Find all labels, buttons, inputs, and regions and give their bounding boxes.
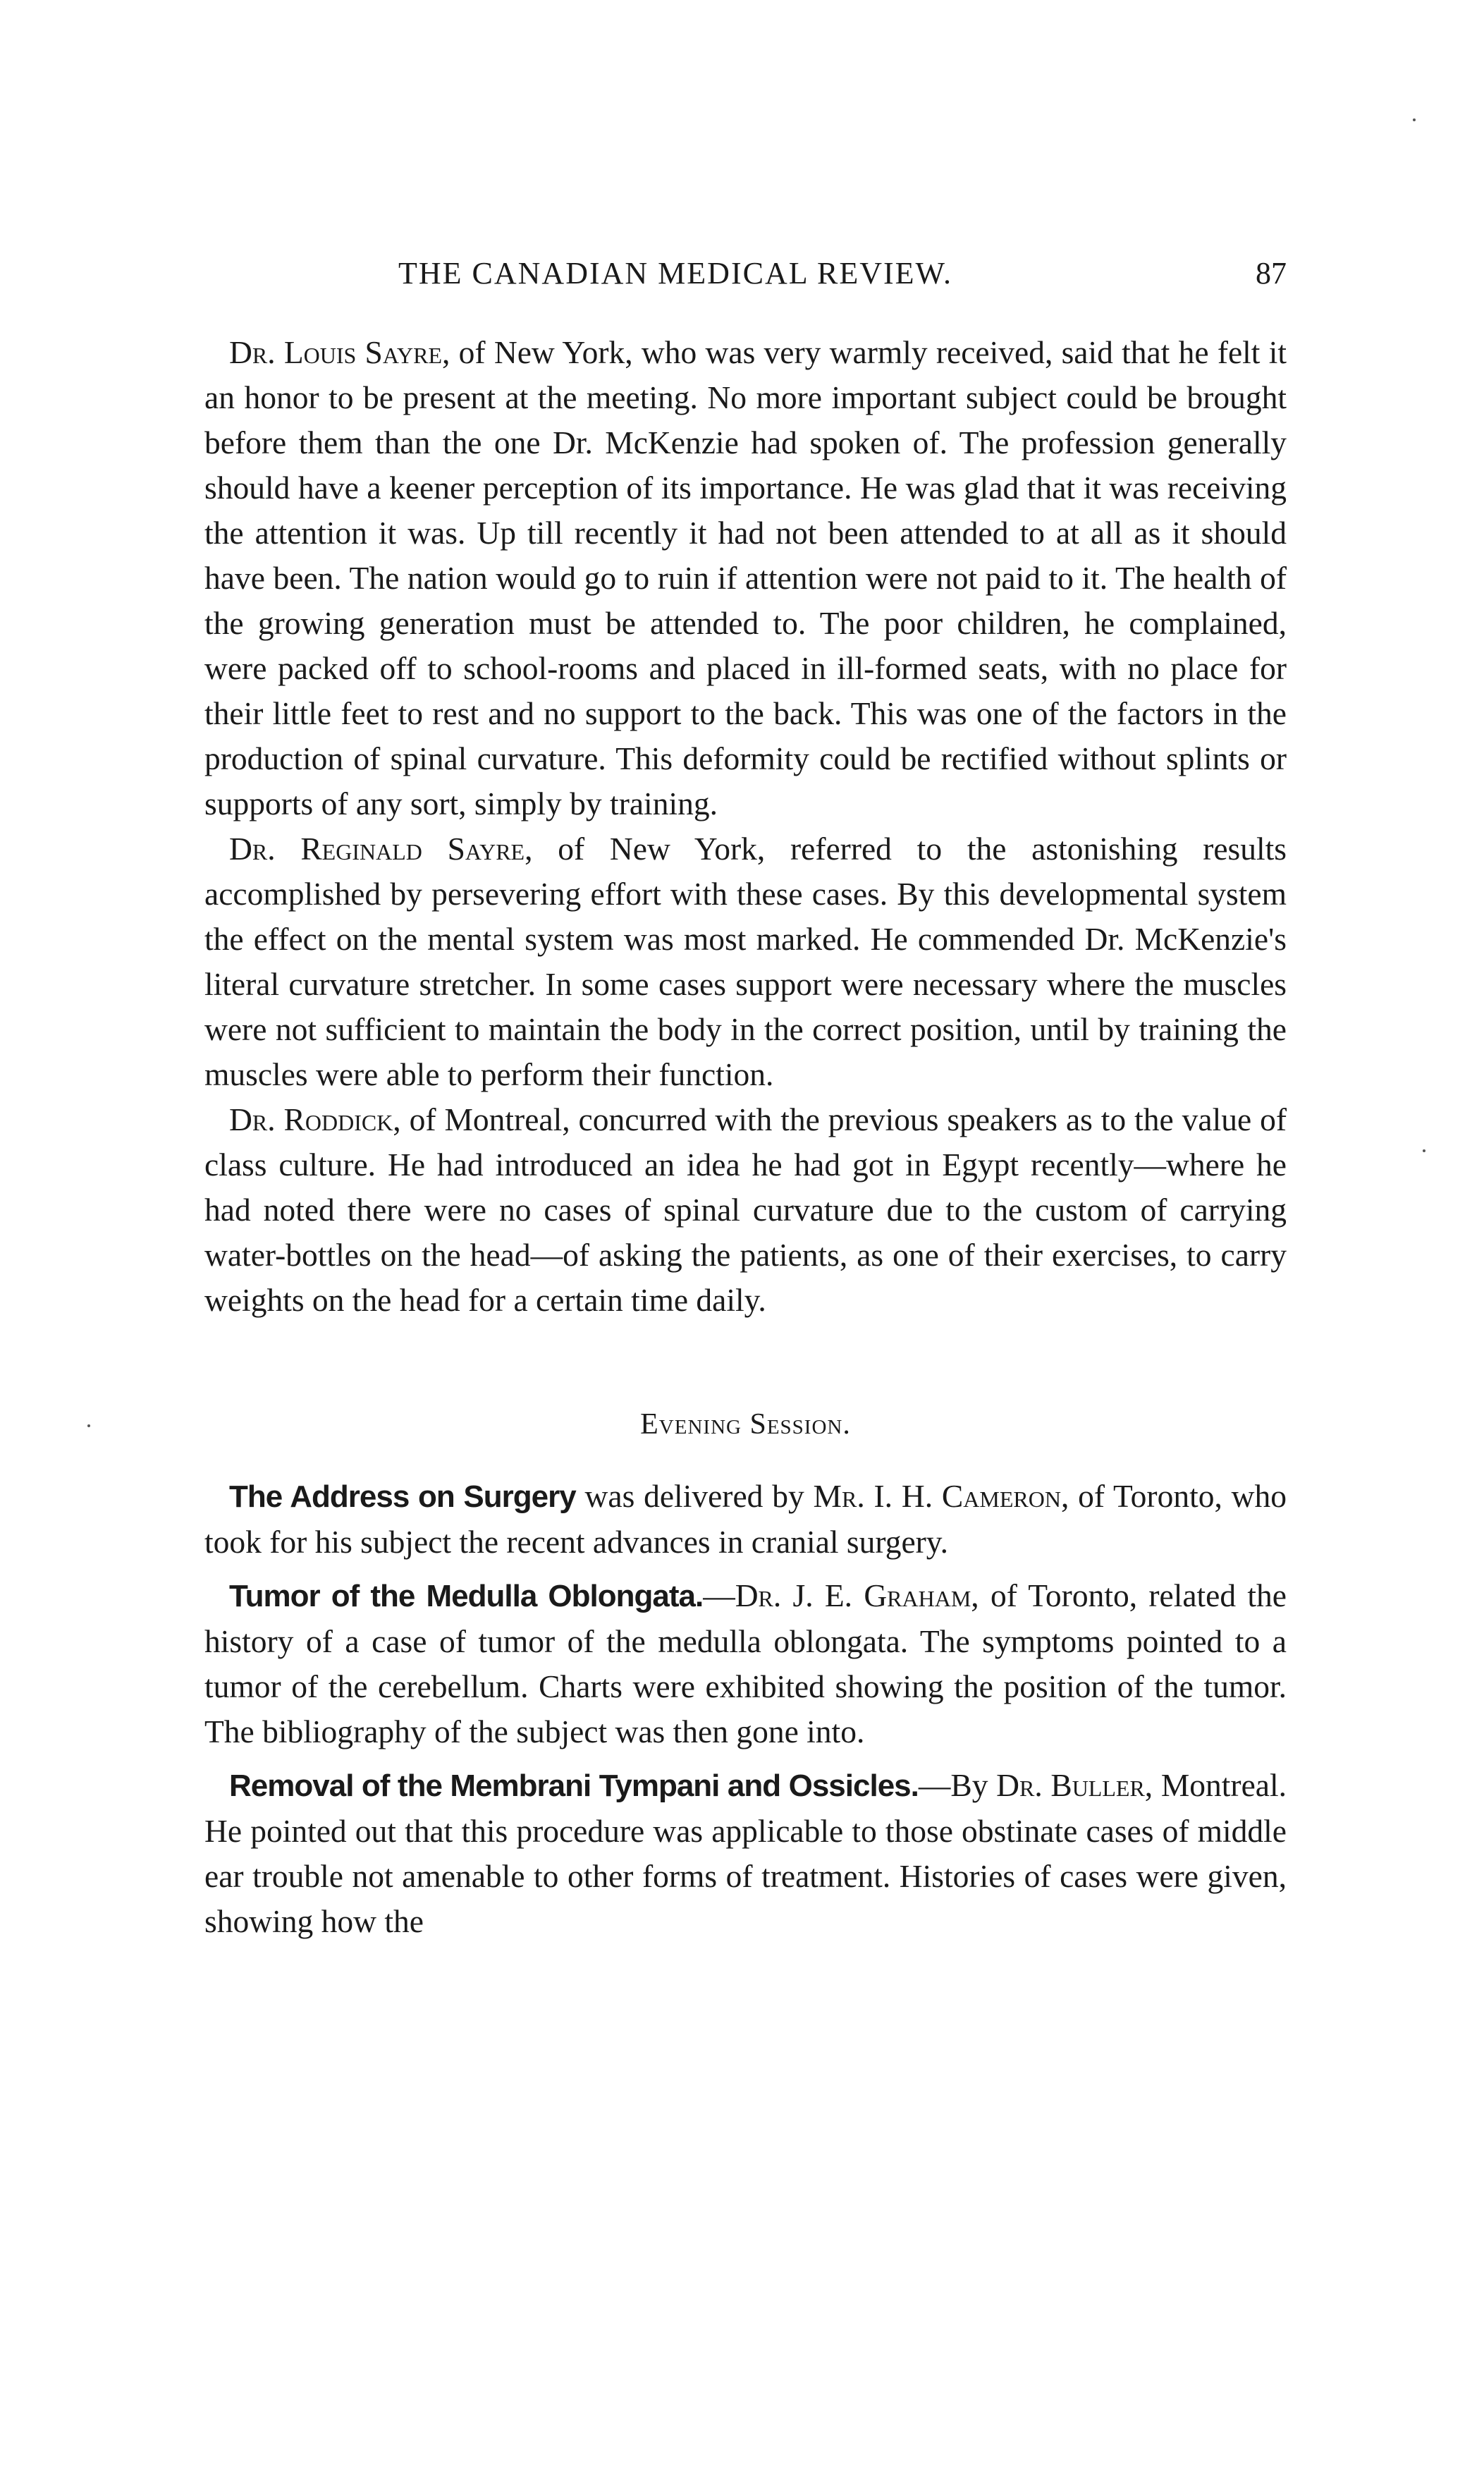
- paragraph-reginald-sayre: [204, 826, 1287, 1097]
- page-number: 87: [1256, 256, 1287, 291]
- scan-speck: [87, 1424, 90, 1427]
- speaker-name: Mr. I. H. Cameron,: [813, 1478, 1069, 1514]
- speaker-name: Dr. Reginald Sayre,: [229, 831, 533, 867]
- entry-address-on-surgery: [204, 1474, 1287, 1565]
- entry-title: Tumor of the Medulla Oblongata.: [229, 1579, 704, 1613]
- running-head: [204, 255, 1287, 298]
- entry-removal-membrani: [204, 1763, 1287, 1944]
- section-heading: Evening Session.: [640, 1408, 851, 1441]
- entry-connector: —: [703, 1577, 735, 1613]
- entry-text: of Toronto, who took for his subject the recent advances in cranial surgery.: [204, 1478, 1287, 1560]
- paragraph-louis-sayre: [204, 330, 1287, 826]
- paragraph-text: of New York, who was very warmly received, said that he felt it an honor to be present at the meeting. No more important subject could be brought before them than the one Dr. McKenzie had spoken of. The profession generally should have a keener perception of its importance. He was glad that it was receiving the attention it was. Up till recently it had not been attended to at all as it should have been. The nation would go to ruin if attention were not paid to it. The health of the growing generation must be attended to. The poor children, he complained, were packed off to school-rooms and placed in ill-formed seats, with no place for their little feet to rest and no support to the back. This was one of the factors in the production of spinal curvature. This deformity could be rectified without splints or supports of any sort, simply by training.: [204, 334, 1287, 821]
- speaker-name: Dr. Louis Sayre,: [229, 334, 450, 370]
- speaker-name: Dr. Buller,: [996, 1767, 1153, 1803]
- entry-title: Removal of the Membrani Tympani and Ossicles.: [229, 1768, 919, 1803]
- scan-speck: [1413, 118, 1416, 121]
- speaker-name: Dr. J. E. Graham,: [735, 1577, 979, 1613]
- journal-title: THE CANADIAN MEDICAL REVIEW.: [398, 256, 952, 291]
- entry-text: Montreal. He pointed out that this procedure was applicable to those obstinate cases of middle ear trouble not amenable to other forms of treatment. Histories of cases were given, showing how the: [204, 1767, 1287, 1939]
- speaker-name: Dr. Roddick,: [229, 1101, 401, 1137]
- scan-speck: [1423, 1149, 1425, 1152]
- paragraph-text: of New York, referred to the astonishing results accomplished by persevering effort with these cases. By this developmental system the effect on the mental system was most marked. He commended Dr. McKenzie's literal curvature stretcher. In some cases support were necessary where the muscles were not sufficient to maintain the body in the correct position, until by training the muscles were able to perform their function.: [204, 831, 1287, 1092]
- paragraph-roddick: [204, 1097, 1287, 1323]
- article-body: [204, 330, 1287, 1944]
- entry-text: of Toronto, related the history of a case of tumor of the medulla oblongata. The symptoms pointed to a tumor of the cerebellum. Charts were exhibited showing the position of the tumor. The bibliography of the subject was then gone into.: [204, 1577, 1287, 1749]
- entry-title: The Address on Surgery: [229, 1479, 576, 1514]
- entry-connector: —By: [918, 1767, 997, 1803]
- entry-connector: was delivered by: [575, 1478, 814, 1514]
- entry-tumor-medulla: [204, 1573, 1287, 1754]
- paragraph-text: of Montreal, concurred with the previous speakers as to the value of class culture. He had introduced an idea he had got in Egypt recently—where he had noted there were no cases of spinal curvature due to the custom of carrying water-bottles on the head—of asking the patients, as one of their exercises, to carry weights on the head for a certain time daily.: [204, 1101, 1287, 1318]
